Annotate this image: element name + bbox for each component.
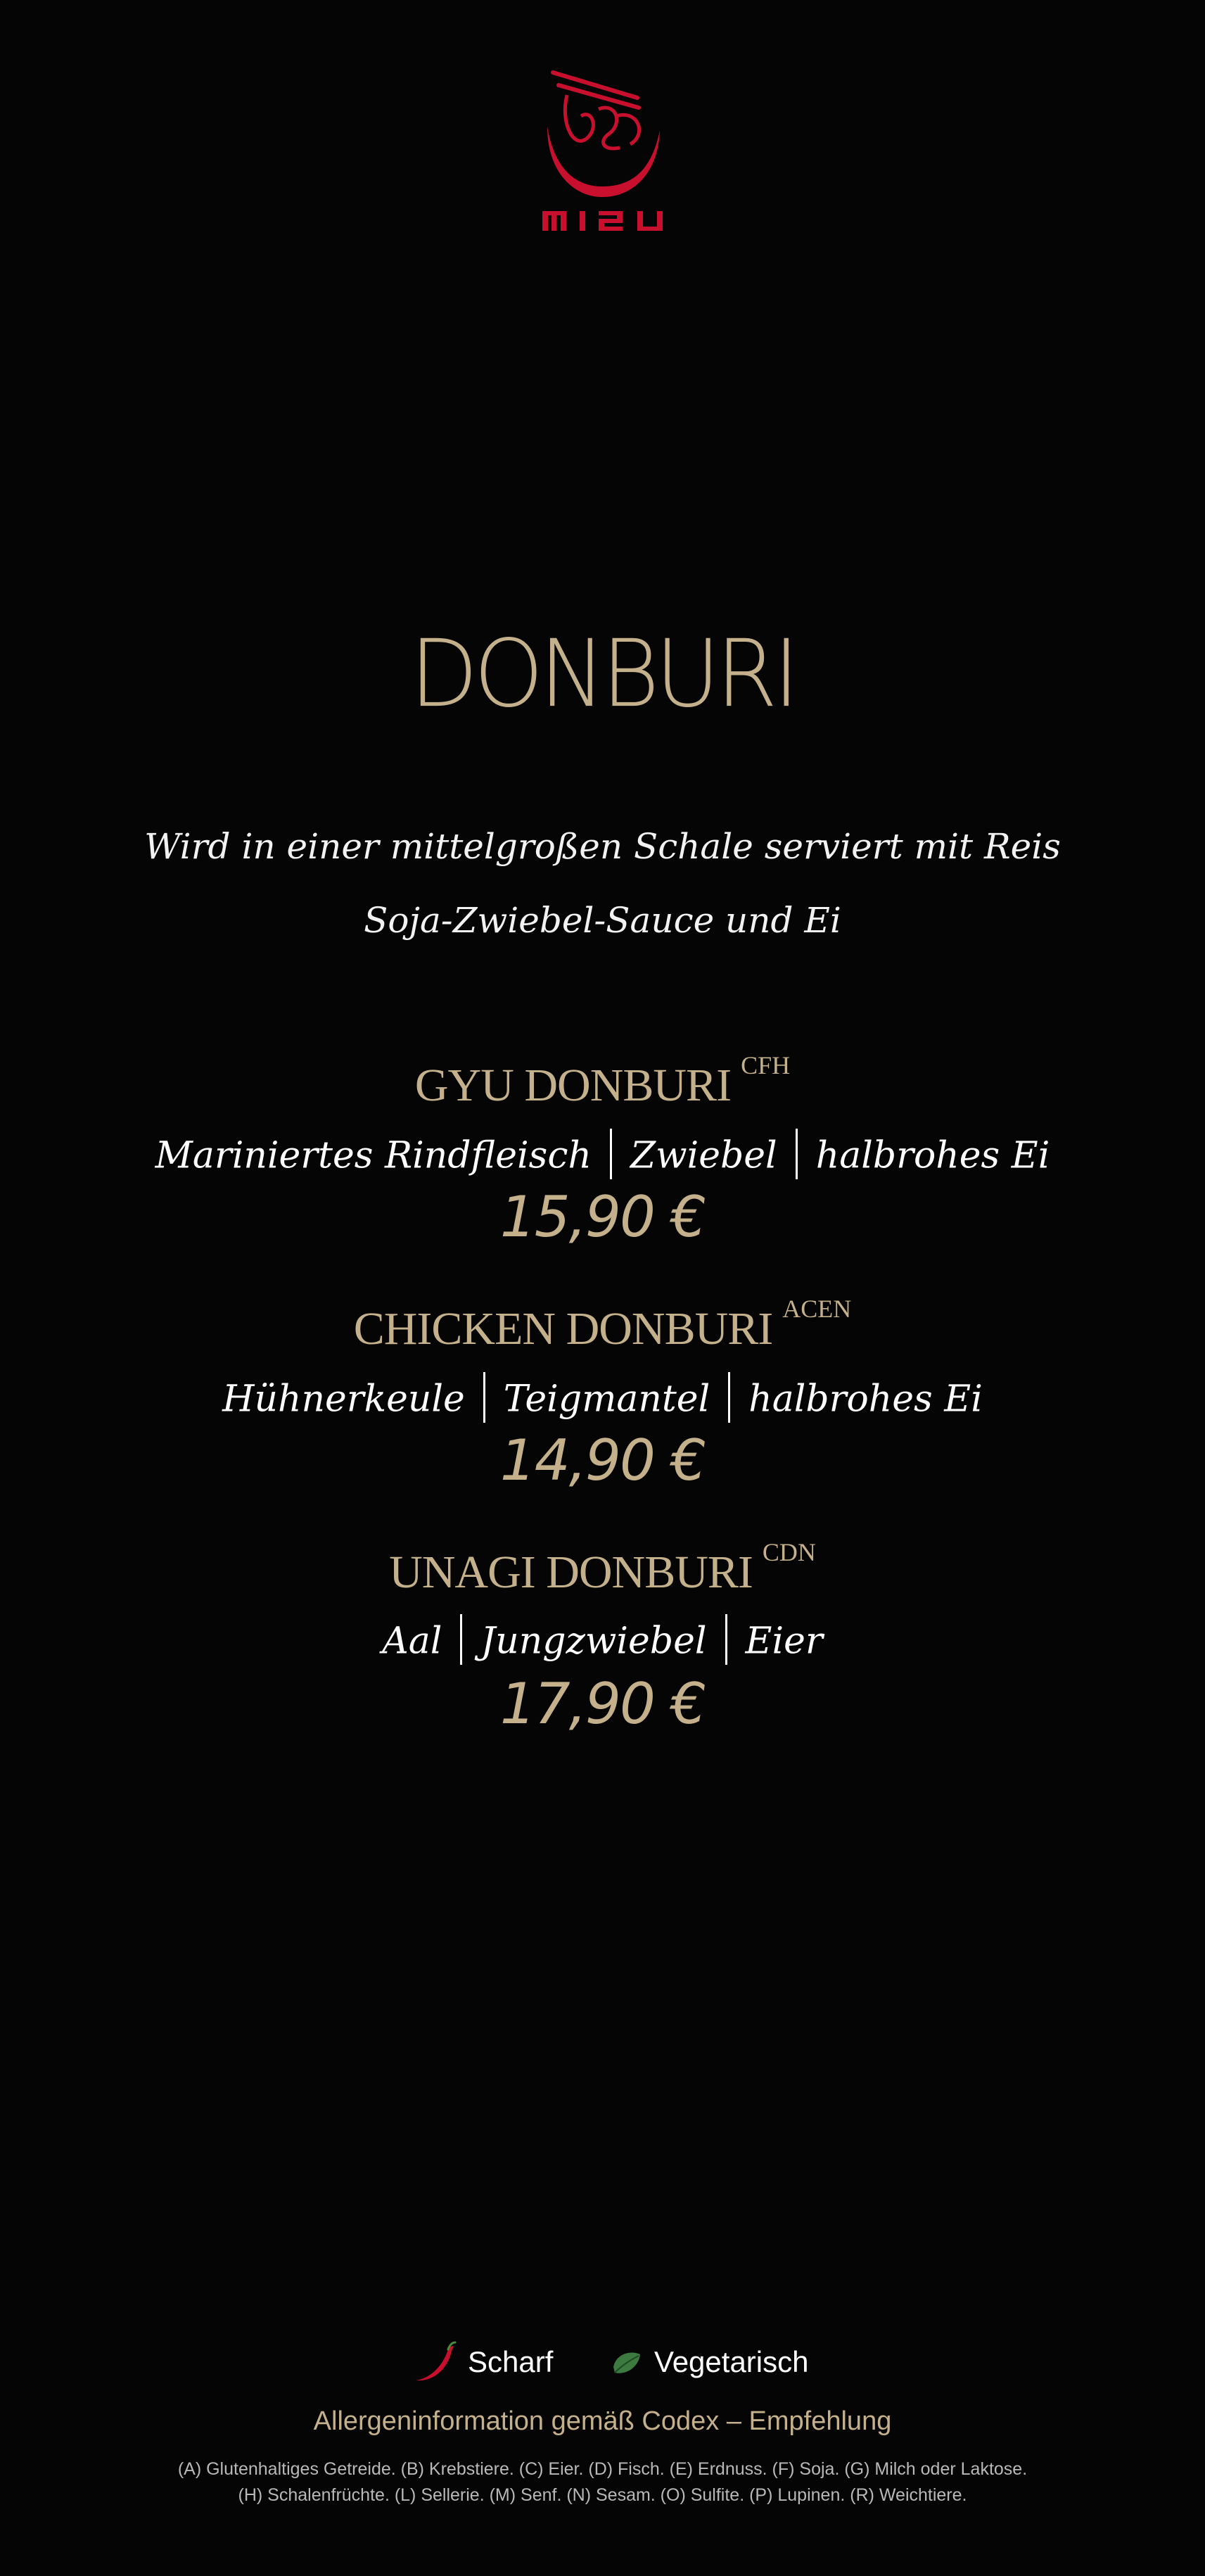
divider [610, 1129, 612, 1179]
allergen-codes: CDN [762, 1538, 816, 1566]
bowl-chopsticks-icon [532, 67, 680, 236]
divider [725, 1614, 727, 1665]
intro-line-2: Soja-Zwiebel-Sauce und Ei [364, 900, 841, 941]
divider [796, 1129, 798, 1179]
dish-price: 17,90 € [499, 1671, 706, 1737]
ingredient: Jungzwiebel [480, 1620, 707, 1663]
dish-name-text: CHICKEN DONBURI [353, 1303, 773, 1354]
legend-spicy-label: Scharf [468, 2345, 554, 2378]
ingredient: Teigmantel [503, 1378, 710, 1421]
dish-ingredients [0, 1133, 1205, 1184]
allergen-info-line-1: (A) Glutenhaltiges Getreide. (B) Krebstiere. (C) Eier. (D) Fisch. (E) Erdnuss. (F) Soja. (G) Milch oder Laktose. [177, 2459, 1028, 2479]
legend-vegetarian [611, 2345, 808, 2380]
dish-name [0, 1295, 1205, 1354]
mizu-wordmark [542, 211, 663, 231]
intro-line-1: Wird in einer mittelgroßen Schale serviert mit Reis [144, 826, 1061, 867]
divider [460, 1614, 462, 1665]
chili-pepper-icon [412, 2340, 457, 2385]
dish-ingredients [0, 1618, 1205, 1669]
ingredient: Zwiebel [630, 1134, 777, 1177]
dish-price: 15,90 € [499, 1184, 706, 1250]
allergen-info-title: Allergeninformation gemäß Codex – Empfehlung [313, 2406, 892, 2436]
dish-name-text: UNAGI DONBURI [389, 1547, 753, 1598]
ingredient: halbrohes Ei [748, 1378, 983, 1421]
ingredient: Hühnerkeule [222, 1378, 465, 1421]
ingredient: Eier [745, 1620, 823, 1663]
page-title: DONBURI [409, 619, 796, 728]
dish-name [0, 1051, 1205, 1111]
allergen-codes: ACEN [782, 1295, 852, 1323]
ingredient: halbrohes Ei [815, 1134, 1050, 1177]
dish-ingredients [0, 1376, 1205, 1427]
allergen-codes: CFH [741, 1051, 791, 1079]
dish-name [0, 1538, 1205, 1598]
divider [483, 1372, 485, 1423]
dish-name-text: GYU DONBURI [414, 1060, 732, 1111]
ingredient: Aal [382, 1620, 442, 1663]
mizu-logo [532, 67, 680, 236]
dish-price: 14,90 € [499, 1428, 706, 1493]
ingredient: Mariniertes Rindfleisch [155, 1134, 592, 1177]
legend-vegetarian-label: Vegetarisch [654, 2345, 809, 2378]
legend-spicy [412, 2345, 553, 2380]
leaf-icon [611, 2346, 643, 2378]
divider [728, 1372, 730, 1423]
allergen-info-line-2: (H) Schalenfrüchte. (L) Sellerie. (M) Senf. (N) Sesam. (O) Sulfite. (P) Lupinen. (R) Weichtiere. [238, 2485, 967, 2505]
